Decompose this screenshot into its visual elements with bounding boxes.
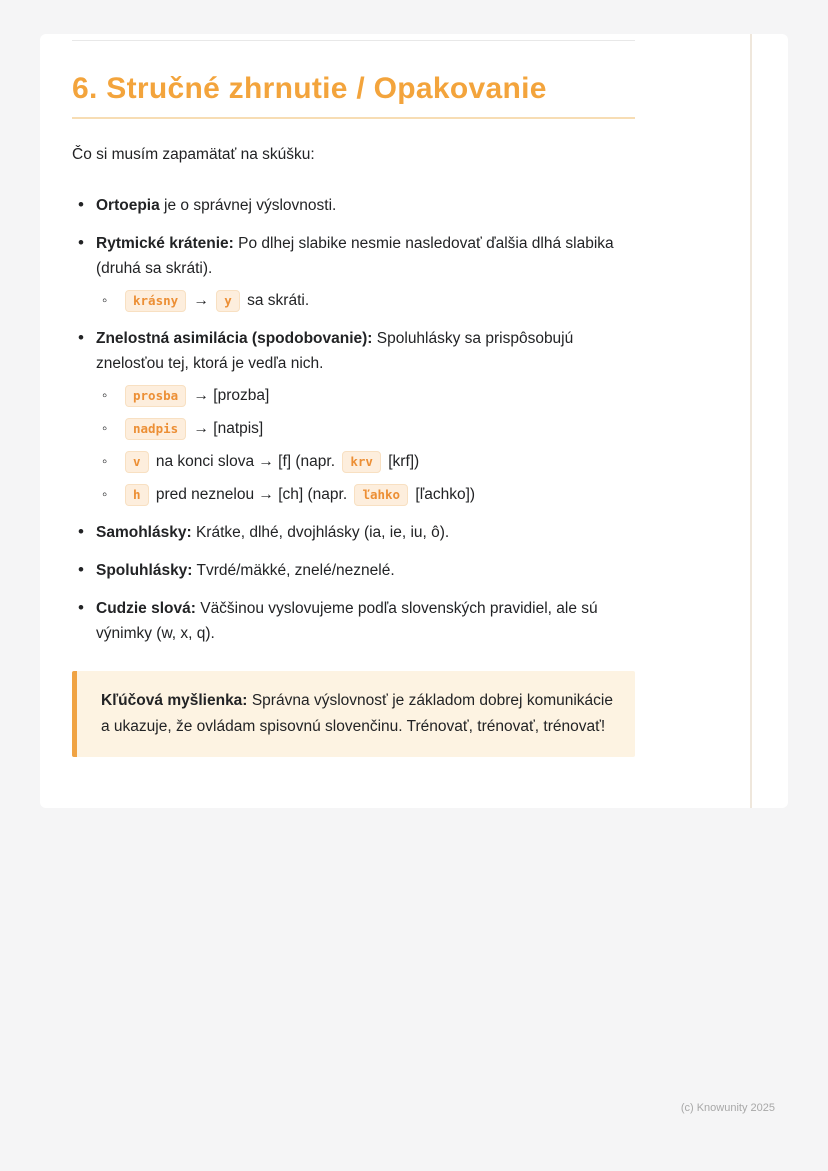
sub-list-item [96, 450, 635, 474]
sub-list-item [96, 483, 635, 507]
document-page [40, 34, 788, 808]
sub-text: → [natpis] [189, 420, 264, 437]
code-chip: nadpis [125, 418, 186, 440]
sub-list [96, 384, 635, 507]
list-item [72, 558, 635, 583]
bullet-lead: Cudzie slová: [96, 600, 196, 617]
key-idea-callout [72, 671, 635, 757]
list-item [72, 596, 635, 646]
copyright-footer: (c) Knowunity 2025 [680, 1102, 775, 1114]
sub-list-item [96, 289, 635, 313]
list-item [72, 193, 635, 218]
code-chip: krásny [125, 290, 186, 312]
code-chip: v [125, 451, 149, 473]
section-heading: 6. Stručné zhrnutie / Opakovanie [72, 72, 547, 105]
bullet-text: Spoluhlásky sa prispôsobujú znelosťou tej, ktorá je vedľa nich. [96, 330, 574, 372]
code-chip: h [125, 484, 149, 506]
code-chip: y [216, 290, 240, 312]
list-item [72, 326, 635, 507]
bullet-text: Krátke, dlhé, dvojhlásky (ia, ie, iu, ô). [191, 524, 450, 541]
bullet-lead: Samohlásky: [96, 524, 192, 541]
bullet-lead: Znelostná asimilácia (spodobovanie): [96, 330, 373, 347]
bullet-text: je o správnej výslovnosti. [159, 197, 337, 214]
heading-underline [72, 117, 635, 119]
bullet-text: Tvrdé/mäkké, znelé/neznelé. [192, 562, 395, 579]
intro-text: Čo si musím zapamätať na skúšku: [72, 146, 315, 163]
code-chip: krv [342, 451, 381, 473]
sub-text: [krf]) [383, 453, 420, 470]
bullet-text: Väčšinou vyslovujeme podľa slovenských pravidiel, ale sú výnimky (w, x, q). [96, 600, 598, 642]
sub-list-item [96, 417, 635, 441]
callout-text: Správna výslovnosť je základom dobrej komunikácie a ukazuje, že ovládam spisovnú slovenčinu. Trénovať, trénovať, trénovať! [101, 692, 613, 735]
callout-lead: Kľúčová myšlienka: [101, 692, 248, 709]
bullet-lead: Spoluhlásky: [96, 562, 193, 579]
code-chip: prosba [125, 385, 186, 407]
bullet-lead: Ortoepia [96, 197, 160, 214]
list-item [72, 231, 635, 313]
sub-text: → [189, 292, 214, 309]
sub-list [96, 289, 635, 313]
summary-list [72, 193, 635, 646]
previous-section-divider [72, 40, 635, 41]
page-margin-rule [750, 34, 752, 808]
sub-text: na konci slova → [f] (napr. [151, 453, 340, 470]
sub-text: pred neznelou → [ch] (napr. [151, 486, 352, 503]
bullet-lead: Rytmické krátenie: [96, 235, 234, 252]
sub-list-item [96, 384, 635, 408]
sub-text: [ľachko]) [411, 486, 476, 503]
code-chip: ľahko [354, 484, 408, 506]
sub-text: sa skráti. [242, 292, 310, 309]
sub-text: → [prozba] [189, 387, 270, 404]
bullet-text: Po dlhej slabike nesmie nasledovať ďalšia dlhá slabika (druhá sa skráti). [96, 235, 614, 277]
list-item [72, 520, 635, 545]
